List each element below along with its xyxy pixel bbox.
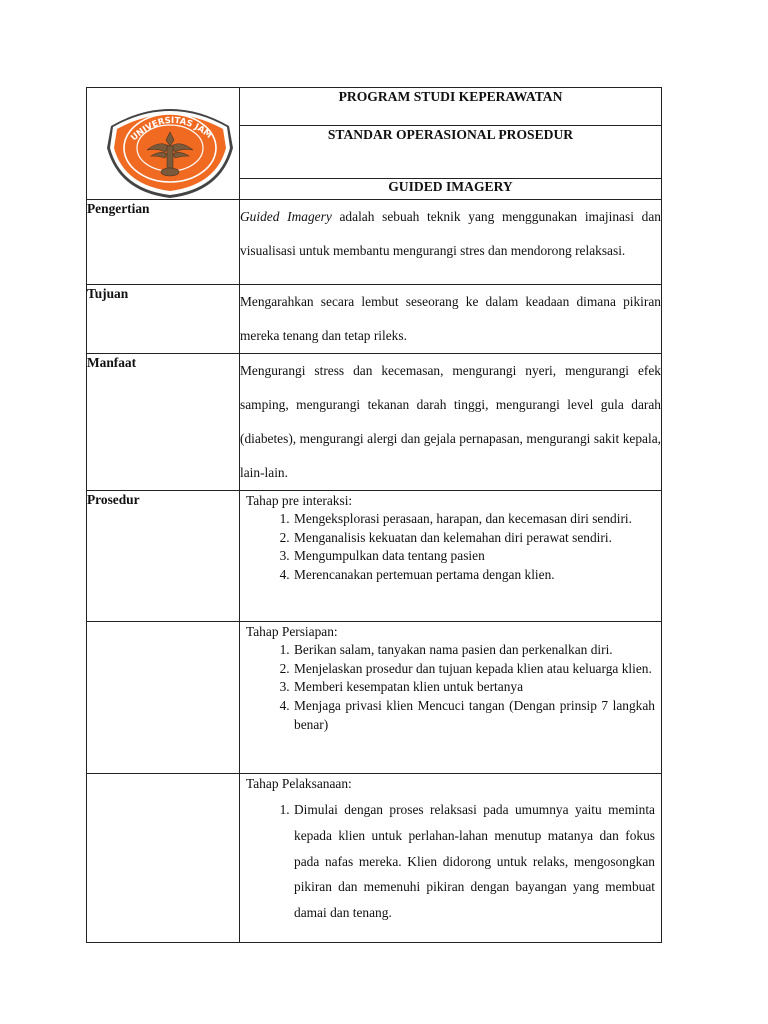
pre-interaksi-title: Tahap pre interaksi: (246, 493, 353, 508)
university-logo (101, 96, 239, 200)
list-item: 1. Berikan salam, tanyakan nama pasien dan perkenalkan diri. (293, 641, 655, 660)
list-item: 1. Dimulai dengan proses relaksasi pada umumnya yaitu meminta kepada klien untuk perlahan-lahan menutup matanya dan fokus pada nafas mereka. Klien didorong untuk relaks, mengosongkan pikiran dan memenuhi pikiran dengan bayangan yang membuat damai dan tenang. (293, 797, 655, 926)
logo-cell (87, 88, 240, 200)
svg-text:UNIVERSITAS JAMBI: UNIVERSITAS JAM (129, 115, 214, 144)
list-item: 3. Mengumpulkan data tentang pasien (293, 547, 655, 566)
pelaksanaan-title: Tahap Pelaksanaan: (246, 776, 352, 791)
list-item: 3. Memberi kesempatan klien untuk bertanya (293, 678, 655, 697)
text-tujuan: Mengarahkan secara lembut seseorang ke dalam keadaan dimana pikiran mereka tenang dan tetap rileks. (240, 285, 662, 354)
document-type: STANDAR OPERASIONAL PROSEDUR (240, 126, 662, 179)
empty-label-cell (87, 774, 240, 943)
label-tujuan: Tujuan (87, 285, 240, 354)
persiapan-steps (240, 641, 661, 736)
row-manfaat (87, 354, 662, 491)
persiapan-title: Tahap Persiapan: (246, 624, 338, 639)
section-persiapan (240, 622, 662, 774)
section-pre-interaksi (240, 491, 662, 622)
definition-text: adalah sebuah teknik yang menggunakan imajinasi dan visualisasi untuk membantu mengurangi stres dan mendorong relaksasi. (240, 209, 661, 258)
row-prosedur-persiapan (87, 622, 662, 774)
sop-title: GUIDED IMAGERY (240, 179, 662, 200)
section-pelaksanaan (240, 774, 662, 943)
pelaksanaan-steps (240, 793, 661, 927)
list-item: 1. Mengeksplorasi perasaan, harapan, dan kecemasan diri sendiri. (293, 510, 655, 529)
row-tujuan (87, 285, 662, 354)
text-manfaat: Mengurangi stress dan kecemasan, mengurangi nyeri, mengurangi efek samping, mengurangi tekanan darah tinggi, mengurangi level gula darah (diabetes), mengurangi alergi dan gejala pernapasan, mengurangi sakit kepala, lain-lain. (240, 354, 662, 491)
empty-label-cell (87, 622, 240, 774)
list-item: 2. Menjelaskan prosedur dan tujuan kepada klien atau keluarga klien. (293, 660, 655, 679)
sop-table (86, 87, 662, 943)
label-prosedur: Prosedur (87, 491, 240, 622)
list-item: 2. Menganalisis kekuatan dan kelemahan diri perawat sendiri. (293, 529, 655, 548)
text-pengertian (240, 200, 662, 285)
label-manfaat: Manfaat (87, 354, 240, 491)
label-pengertian: Pengertian (87, 200, 240, 285)
pre-interaksi-steps (240, 510, 661, 586)
university-seal-icon (101, 96, 239, 200)
list-item: 4. Menjaga privasi klien Mencuci tangan (Dengan prinsip 7 langkah benar) (293, 697, 655, 734)
row-prosedur-pelaksanaan (87, 774, 662, 943)
term-guided-imagery: Guided Imagery (240, 209, 332, 224)
program-title: PROGRAM STUDI KEPERAWATAN (240, 88, 662, 126)
row-pengertian (87, 200, 662, 285)
row-prosedur-pre-interaksi (87, 491, 662, 622)
list-item: 4. Merencanakan pertemuan pertama dengan klien. (293, 566, 655, 585)
